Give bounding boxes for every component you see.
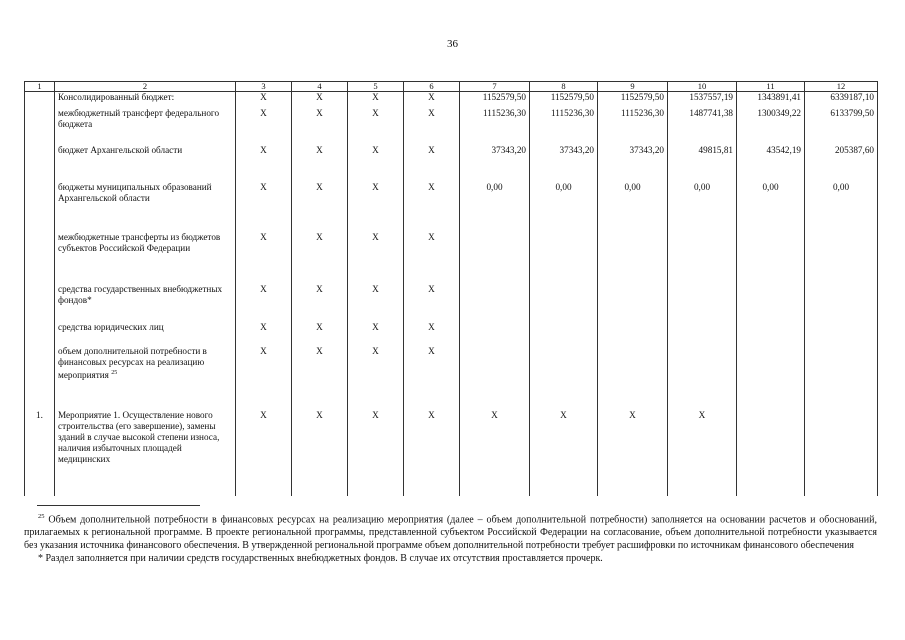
footnote-ref: 25: [111, 370, 118, 376]
footnote-25-text: Объем дополнительной потребности в финансовых ресурсах на реализацию мероприятия (далее – объем дополнительной потребности) заполняется на основании расчетов и обоснований, прилагаемых к региональной программе. В проекте региональной программы, представленной субъектом Российской Федерации на согласование, объем дополнительной потребности указывается без указания источника финансового обеспечения. В утвержденной региональной программе объем дополнительной потребности требует расшифровки по источникам финансового обеспечения: [24, 514, 877, 552]
table-row: [25, 105, 878, 142]
row-name: объем дополнительной потребности в финансовых ресурсах на реализацию мероприятия: [58, 346, 207, 381]
cell: X: [236, 105, 292, 142]
cell: X: [292, 229, 348, 281]
cell: 1115236,30: [530, 105, 598, 142]
cell: 1152579,50: [530, 92, 598, 106]
cell: X: [292, 179, 348, 229]
column-header: 8: [530, 82, 598, 92]
cell: [737, 407, 805, 496]
cell: X: [348, 142, 404, 179]
cell: X: [348, 179, 404, 229]
cell: [668, 229, 737, 281]
row-number: [25, 142, 55, 179]
row-number: [25, 281, 55, 319]
cell: 1115236,30: [460, 105, 530, 142]
footnote-separator: [37, 505, 200, 506]
cell: [530, 229, 598, 281]
cell: 0,00: [668, 179, 737, 229]
column-header: 7: [460, 82, 530, 92]
cell: X: [236, 179, 292, 229]
row-number: [25, 179, 55, 229]
cell: X: [404, 229, 460, 281]
cell: [530, 319, 598, 343]
cell: X: [292, 142, 348, 179]
row-name: бюджет Архангельской области: [55, 142, 236, 179]
table-row: [25, 142, 878, 179]
row-name: средства государственных внебюджетных фондов*: [55, 281, 236, 319]
cell: 37343,20: [460, 142, 530, 179]
row-number: [25, 229, 55, 281]
cell: [598, 281, 668, 319]
table-row: [25, 343, 878, 407]
cell: X: [236, 142, 292, 179]
footnote-mark: 25: [38, 513, 45, 520]
cell: 1152579,50: [460, 92, 530, 106]
cell: X: [348, 281, 404, 319]
column-header: 6: [404, 82, 460, 92]
footnote-25: [24, 510, 877, 552]
cell: [737, 229, 805, 281]
cell: X: [404, 281, 460, 319]
table-row: [25, 179, 878, 229]
cell: 0,00: [805, 179, 878, 229]
cell: [805, 407, 878, 496]
column-header: 10: [668, 82, 737, 92]
table-row: [25, 92, 878, 106]
row-name: межбюджетные трансферты из бюджетов субъектов Российской Федерации: [55, 229, 236, 281]
cell: [805, 281, 878, 319]
cell: X: [348, 343, 404, 407]
cell: [805, 319, 878, 343]
footnote-star-text: * Раздел заполняется при наличии средств государственных внебюджетных фондов. В случае их отсутствия проставляется прочерк.: [38, 553, 603, 565]
row-name: средства юридических лиц: [55, 319, 236, 343]
cell: 0,00: [530, 179, 598, 229]
column-header: 9: [598, 82, 668, 92]
cell: 37343,20: [598, 142, 668, 179]
cell: X: [236, 407, 292, 496]
financing-table: [24, 81, 878, 496]
cell: [737, 319, 805, 343]
column-header: 5: [348, 82, 404, 92]
cell: X: [404, 343, 460, 407]
cell: X: [292, 105, 348, 142]
cell: X: [348, 105, 404, 142]
cell: [460, 229, 530, 281]
cell: [598, 343, 668, 407]
row-name: межбюджетный трансферт федерального бюджета: [55, 105, 236, 142]
cell: X: [404, 142, 460, 179]
column-header: 2: [55, 82, 236, 92]
column-number-row: [25, 82, 878, 92]
row-number: [25, 343, 55, 407]
column-header: 12: [805, 82, 878, 92]
table-row: [25, 319, 878, 343]
cell: X: [404, 407, 460, 496]
cell: [460, 319, 530, 343]
cell: X: [460, 407, 530, 496]
cell: X: [236, 319, 292, 343]
cell: 205387,60: [805, 142, 878, 179]
cell: X: [404, 179, 460, 229]
cell: 0,00: [460, 179, 530, 229]
page-number: 36: [447, 38, 458, 50]
cell: X: [236, 281, 292, 319]
row-name-cell: [55, 343, 236, 407]
cell: X: [236, 229, 292, 281]
cell: X: [348, 229, 404, 281]
cell: [737, 281, 805, 319]
column-header: 3: [236, 82, 292, 92]
cell: [530, 281, 598, 319]
cell: X: [292, 343, 348, 407]
cell: [530, 343, 598, 407]
cell: X: [530, 407, 598, 496]
row-number: 1.: [25, 407, 55, 496]
row-number: [25, 319, 55, 343]
cell: [805, 343, 878, 407]
cell: 1300349,22: [737, 105, 805, 142]
table-row: [25, 407, 878, 496]
cell: X: [292, 281, 348, 319]
table-row: [25, 229, 878, 281]
cell: X: [404, 105, 460, 142]
table-row: [25, 281, 878, 319]
cell: X: [404, 319, 460, 343]
cell: 43542,19: [737, 142, 805, 179]
cell: [805, 229, 878, 281]
cell: 6133799,50: [805, 105, 878, 142]
cell: 1487741,38: [668, 105, 737, 142]
row-name: Консолидированный бюджет:: [55, 92, 236, 106]
cell: 1537557,19: [668, 92, 737, 106]
cell: [737, 343, 805, 407]
cell: X: [348, 92, 404, 106]
cell: X: [404, 92, 460, 106]
row-number: [25, 92, 55, 106]
row-name: Мероприятие 1. Осуществление нового строительства (его завершение), замены зданий в случае высокой степени износа, наличия избыточных площадей медицинских: [55, 407, 236, 496]
cell: X: [348, 407, 404, 496]
cell: X: [292, 92, 348, 106]
cell: 0,00: [598, 179, 668, 229]
cell: 37343,20: [530, 142, 598, 179]
cell: X: [236, 343, 292, 407]
cell: [668, 281, 737, 319]
cell: X: [236, 92, 292, 106]
column-header: 1: [25, 82, 55, 92]
column-header: 4: [292, 82, 348, 92]
cell: [460, 281, 530, 319]
cell: 6339187,10: [805, 92, 878, 106]
cell: 0,00: [737, 179, 805, 229]
cell: [668, 343, 737, 407]
cell: X: [598, 407, 668, 496]
cell: 1343891,41: [737, 92, 805, 106]
cell: X: [292, 407, 348, 496]
cell: [598, 319, 668, 343]
footnotes: [24, 510, 877, 565]
cell: [598, 229, 668, 281]
cell: X: [348, 319, 404, 343]
column-header: 11: [737, 82, 805, 92]
cell: 1115236,30: [598, 105, 668, 142]
cell: 49815,81: [668, 142, 737, 179]
footnote-star: [24, 552, 877, 565]
row-number: [25, 105, 55, 142]
cell: [460, 343, 530, 407]
cell: X: [668, 407, 737, 496]
row-name: бюджеты муниципальных образований Архангельской области: [55, 179, 236, 229]
cell: X: [292, 319, 348, 343]
cell: [668, 319, 737, 343]
cell: 1152579,50: [598, 92, 668, 106]
